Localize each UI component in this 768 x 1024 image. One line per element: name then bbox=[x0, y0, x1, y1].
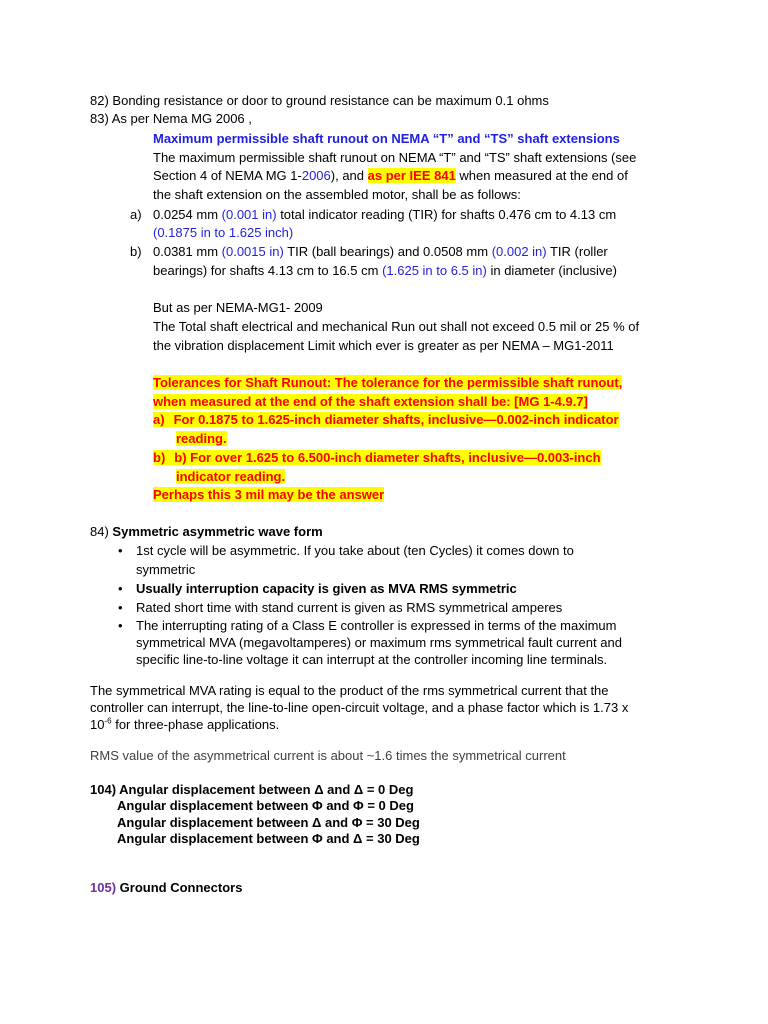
list-b-text: TIR (ball bearings) and 0.0508 mm bbox=[283, 244, 492, 259]
mva-text: for three-phase applications. bbox=[111, 717, 280, 732]
list-b-text: bearings) for shafts 4.13 cm to 16.5 cm bbox=[153, 263, 383, 278]
item-83-intro bbox=[90, 110, 252, 128]
tolerance-a-text: reading. bbox=[176, 431, 227, 446]
mva-exponent: -6 bbox=[104, 716, 112, 726]
tolerance-a-line-2 bbox=[176, 430, 227, 448]
list-b-inch-value: (0.002 in) bbox=[491, 244, 547, 259]
tolerance-b-line-2 bbox=[176, 468, 285, 486]
bullet-3: Rated short time with stand current is given as RMS symmetrical amperes bbox=[136, 600, 563, 615]
list-a-marker: a) bbox=[130, 207, 142, 222]
bullet-icon: • bbox=[118, 543, 123, 558]
nema-2009-line-1: But as per NEMA-MG1- 2009 bbox=[153, 300, 323, 315]
item-83-intro-text: As per Nema MG 2006 , bbox=[111, 111, 252, 126]
item-82-number: 82) bbox=[90, 93, 109, 108]
list-b-text: TIR (roller bbox=[546, 244, 608, 259]
mva-paragraph-line-2: controller can interrupt, the line-to-line open-circuit voltage, and a phase factor which is 1.73 x bbox=[90, 700, 629, 715]
tolerance-text: when measured at the end of the shaft extension shall be: [MG 1-4.9.7] bbox=[153, 394, 588, 409]
mva-paragraph-line-1: The symmetrical MVA rating is equal to the product of the rms symmetrical current that the bbox=[90, 683, 609, 698]
list-b-line-1 bbox=[153, 243, 608, 261]
tolerance-line-2 bbox=[153, 393, 588, 411]
bullet-4-line-1: The interrupting rating of a Class E controller is expressed in terms of the maximum bbox=[136, 618, 617, 633]
bullet-icon: • bbox=[118, 618, 123, 633]
bullet-1-line-1: 1st cycle will be asymmetric. If you take about (ten Cycles) it comes down to bbox=[136, 543, 574, 558]
bullet-4-line-2: symmetrical MVA (megavoltamperes) or maximum rms symmetrical fault current and bbox=[136, 635, 622, 650]
tolerance-a-line-1 bbox=[153, 411, 619, 429]
mva-paragraph-line-3 bbox=[90, 716, 279, 734]
bullet-2: Usually interruption capacity is given as MVA RMS symmetric bbox=[136, 581, 517, 596]
list-a-text: 0.0254 mm bbox=[153, 207, 222, 222]
item-105-title: Ground Connectors bbox=[116, 880, 243, 895]
tolerance-b-marker: b) bbox=[153, 450, 166, 465]
shaft-runout-heading: Maximum permissible shaft runout on NEMA “T” and “TS” shaft extensions bbox=[153, 131, 620, 146]
item-82-text: Bonding resistance or door to ground resistance can be maximum 0.1 ohms bbox=[112, 93, 549, 108]
list-b-marker: b) bbox=[130, 244, 142, 259]
nema-2009-line-3: the vibration displacement Limit which ever is greater as per NEMA – MG1-2011 bbox=[153, 338, 614, 353]
item-84-number: 84) bbox=[90, 524, 109, 539]
para-text: Section 4 of NEMA MG 1- bbox=[153, 168, 302, 183]
list-b-inch-range: (1.625 in to 6.5 in) bbox=[382, 263, 487, 278]
item-84-title-text: Symmetric asymmetric wave form bbox=[112, 524, 323, 539]
para-year-link: 2006 bbox=[301, 168, 331, 183]
iee-841-highlight: as per IEE 841 bbox=[367, 168, 456, 183]
tolerance-line-1 bbox=[153, 374, 622, 392]
item-83-number: 83) bbox=[90, 111, 109, 126]
bullet-1-line-2: symmetric bbox=[136, 562, 196, 577]
item-105 bbox=[90, 879, 242, 897]
list-a-inch-value: (0.001 in) bbox=[221, 207, 277, 222]
tolerance-b-line-1 bbox=[153, 449, 601, 467]
item-104-line-3: Angular displacement between Δ and Φ = 30 Deg bbox=[117, 815, 420, 830]
tolerance-a-text: For 0.1875 to 1.625-inch diameter shafts, inclusive—0.002-inch indicator bbox=[165, 412, 619, 427]
list-b-inch-value: (0.0015 in) bbox=[221, 244, 284, 259]
shaft-runout-para-line-3: the shaft extension on the assembled motor, shall be as follows: bbox=[153, 187, 521, 202]
item-105-number: 105) bbox=[90, 880, 117, 895]
tolerance-perhaps bbox=[153, 486, 384, 504]
nema-2009-line-2: The Total shaft electrical and mechanical Run out shall not exceed 0.5 mil or 25 % of bbox=[153, 319, 640, 334]
list-a-line-2: (0.1875 in to 1.625 inch) bbox=[153, 225, 294, 240]
tolerance-perhaps-text: Perhaps this 3 mil may be the answer bbox=[153, 487, 385, 502]
rms-note: RMS value of the asymmetrical current is about ~1.6 times the symmetrical current bbox=[90, 748, 566, 763]
list-a-text: total indicator reading (TIR) for shafts 0.476 cm to 4.13 cm bbox=[276, 207, 617, 222]
shaft-runout-para-line-1: The maximum permissible shaft runout on NEMA “T” and “TS” shaft extensions (see bbox=[153, 150, 637, 165]
para-text: when measured at the end of bbox=[455, 168, 628, 183]
shaft-runout-para-line-2 bbox=[153, 167, 628, 185]
bullet-icon: • bbox=[118, 600, 123, 615]
item-82 bbox=[90, 92, 549, 110]
list-b-text: in diameter (inclusive) bbox=[486, 263, 617, 278]
list-b-line-2 bbox=[153, 262, 617, 280]
list-a-line-1 bbox=[153, 206, 616, 224]
item-104-line-1: 104) Angular displacement between Δ and Δ = 0 Deg bbox=[90, 782, 414, 797]
bullet-icon: • bbox=[118, 581, 123, 596]
para-text: ), and bbox=[330, 168, 368, 183]
item-104-line-2: Angular displacement between Φ and Φ = 0 Deg bbox=[117, 798, 414, 813]
bullet-4-line-3: specific line-to-line voltage it can interrupt at the controller incoming line terminals. bbox=[136, 652, 608, 667]
tolerance-text: Tolerances for Shaft Runout: The tolerance for the permissible shaft runout, bbox=[153, 375, 623, 390]
tolerance-a-marker: a) bbox=[153, 412, 165, 427]
tolerance-b-text: b) For over 1.625 to 6.500-inch diameter shafts, inclusive—0.003-inch bbox=[165, 450, 600, 465]
item-104-line-4: Angular displacement between Φ and Δ = 30 Deg bbox=[117, 831, 420, 846]
item-84-title bbox=[90, 523, 323, 541]
mva-text: 10 bbox=[90, 717, 105, 732]
tolerance-b-text: indicator reading. bbox=[176, 469, 286, 484]
list-b-text: 0.0381 mm bbox=[153, 244, 222, 259]
